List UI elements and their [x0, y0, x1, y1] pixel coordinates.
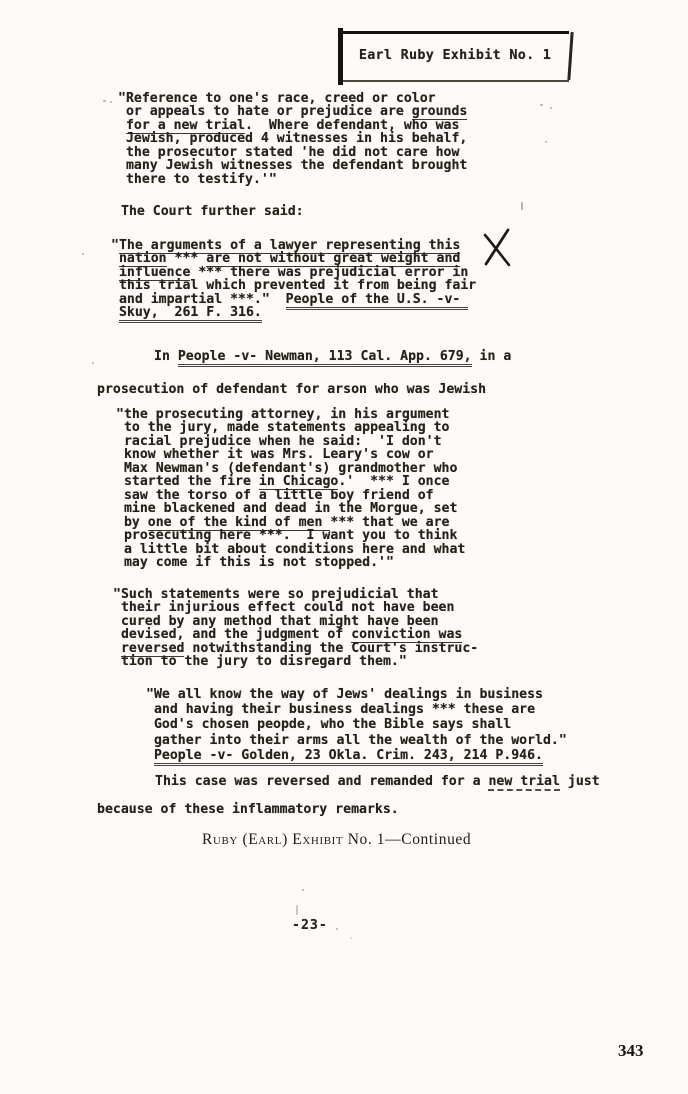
text-segment: "Such statements were so prejudicial that — [113, 587, 439, 602]
underlined-text-segment: conviction was — [351, 627, 463, 643]
underlined-text-segment: People -v- Newman, 113 Cal. App. 679, — [178, 349, 472, 367]
scan-artifact — [110, 101, 112, 103]
text-line — [113, 628, 478, 641]
text-line — [116, 502, 465, 515]
text-segment: prosecuting here ***. I want you to think — [116, 528, 458, 544]
text-segment: by — [116, 514, 148, 530]
scan-artifact — [296, 905, 298, 915]
text-segment: a little bit about conditions here and what — [116, 541, 466, 557]
text-segment: *** — [166, 251, 207, 267]
text-line — [116, 448, 465, 461]
text-line — [113, 601, 478, 614]
text-segment: *** that we are — [330, 514, 450, 530]
text-line — [155, 775, 600, 788]
text-line — [116, 421, 465, 434]
text-segment: This case was reversed and remanded for a — [155, 774, 489, 789]
scan-artifact — [82, 253, 84, 255]
underlined-text-segment: new trial — [488, 774, 560, 789]
exhibit-stamp-box — [341, 31, 569, 82]
quote-block-3 — [116, 408, 465, 569]
text-line — [146, 717, 567, 732]
text-line — [111, 279, 476, 292]
text-line — [146, 733, 567, 748]
exhibit-label: Earl Ruby Exhibit No. 1 — [358, 48, 552, 63]
text-line — [118, 105, 467, 118]
court-intro-line: The Court further said: — [121, 204, 304, 219]
underlined-text-segment: nation — [118, 251, 167, 267]
scan-artifact — [92, 362, 94, 364]
text-line — [116, 529, 465, 542]
text-segment: .' *** I once — [338, 474, 450, 490]
text-segment: many Jewish witnesses the defendant brought — [118, 158, 468, 174]
stamp-left-bar — [338, 28, 343, 85]
text-segment — [111, 305, 119, 320]
text-segment: God's chosen peopde, who the Bible says shall — [146, 717, 512, 733]
scan-artifact — [550, 107, 552, 109]
underlined-text-segment: in Chicago — [258, 474, 339, 490]
underlined-text-segment: The arguments of a lawyer representing this — [118, 238, 461, 253]
text-line — [116, 556, 465, 569]
text-line — [146, 687, 567, 702]
text-line — [118, 132, 467, 145]
underlined-text-segment: Skuy, 261 F. 316. — [119, 305, 262, 323]
scan-artifact — [302, 889, 304, 891]
text-segment: Jewish, produced 4 witnesses in his behalf, — [118, 131, 468, 147]
text-segment: the prosecutor stated 'he did not care how — [118, 144, 460, 160]
text-segment: "the prosecuting attorney, in his argument — [116, 407, 450, 422]
text-segment: "Reference to one's race, creed or color — [118, 91, 436, 106]
text-segment: "We all know the way of Jews' dealings in business — [146, 687, 543, 702]
scan-artifact — [540, 104, 543, 106]
text-segment: gather into their arms all the wealth of the world." — [146, 732, 567, 748]
text-segment: there to testify.'" — [118, 171, 277, 187]
folio-number: 343 — [618, 1041, 644, 1060]
text-segment: to the jury, made statements appealing to — [116, 420, 450, 436]
text-segment: tion to the jury to disregard them." — [113, 654, 407, 670]
text-segment: . Where defendant, who was — [245, 117, 460, 133]
quote-block-2 — [111, 239, 476, 320]
text-segment: No. 1—Continued — [347, 831, 472, 848]
underlined-text-segment: for a new trial — [125, 117, 246, 133]
scan-artifact — [545, 141, 547, 143]
scan-artifact — [521, 202, 523, 210]
text-line — [118, 159, 467, 172]
text-line — [146, 702, 567, 717]
quote-block-1 — [118, 92, 467, 186]
scan-artifact — [336, 928, 338, 930]
closing-paragraph-line-1 — [155, 775, 600, 788]
text-segment: and impartial ***." — [111, 291, 286, 307]
text-segment: In — [154, 349, 178, 364]
underlined-text-segment: grounds — [411, 104, 468, 120]
text-line — [111, 252, 476, 265]
underlined-text-segment: reversed — [120, 640, 185, 656]
text-segment: notwithstanding the Court's instruc- — [184, 640, 479, 656]
text-line — [202, 833, 471, 849]
quote-block-5 — [146, 687, 567, 763]
text-segment: their injurious effect could not have been — [113, 600, 455, 616]
underlined-text-segment: one of the kind of men — [147, 514, 331, 530]
quote-block-4 — [113, 588, 478, 669]
text-segment: devised, and the judgment of — [113, 627, 352, 643]
scan-artifact — [103, 100, 106, 102]
text-segment: saw the torso of a little boy friend of — [116, 487, 434, 503]
text-segment: Max Newman's (defendant's) grandmother who — [116, 460, 458, 476]
text-line — [154, 350, 511, 363]
text-segment: know whether it was Mrs. Leary's cow or — [116, 447, 434, 463]
page-number: -23- — [292, 918, 328, 933]
exhibit-continued-footer — [202, 833, 471, 849]
text-segment: just — [559, 774, 600, 789]
newman-citation-line — [154, 350, 511, 363]
text-segment: mine blackened and dead in the Morgue, set — [116, 501, 458, 517]
text-segment: " — [111, 238, 119, 253]
text-line — [116, 475, 465, 488]
text-segment: racial prejudice when he said: 'I don't — [116, 433, 442, 449]
text-segment: may come if this is not stopped.'" — [116, 554, 394, 570]
text-segment: and having their business dealings *** these are — [146, 702, 536, 718]
text-line — [118, 173, 467, 186]
underlined-text-segment: are not without great weight and — [206, 251, 461, 267]
text-line — [113, 655, 478, 668]
text-segment: in a — [471, 349, 512, 364]
underlined-text-segment: influence — [118, 264, 191, 280]
scan-artifact — [350, 937, 352, 939]
text-segment: cured by any method that might have been — [113, 613, 439, 629]
underlined-text-segment: People -v- Golden, 23 Okla. Crim. 243, 214 P.946. — [154, 748, 543, 766]
text-segment — [146, 748, 154, 763]
handwritten-x-mark-icon — [481, 227, 513, 269]
prosecution-line: prosecution of defendant for arson who was Jewish — [97, 382, 487, 397]
text-segment: or appeals to hate or prejudice are — [118, 104, 412, 120]
text-segment: started the fire — [116, 474, 259, 490]
text-line — [146, 748, 567, 763]
underlined-text-segment: People of the U.S. -v- — [286, 292, 469, 310]
text-segment: this trial which prevented it from being fair — [111, 278, 477, 294]
text-segment: *** there was prejudicial error in — [190, 264, 469, 280]
closing-paragraph-line-2: because of these inflammatory remarks. — [97, 802, 399, 817]
text-line — [116, 543, 465, 556]
underlined-text-segment: Ruby (Earl) Exhibit — [202, 831, 348, 848]
